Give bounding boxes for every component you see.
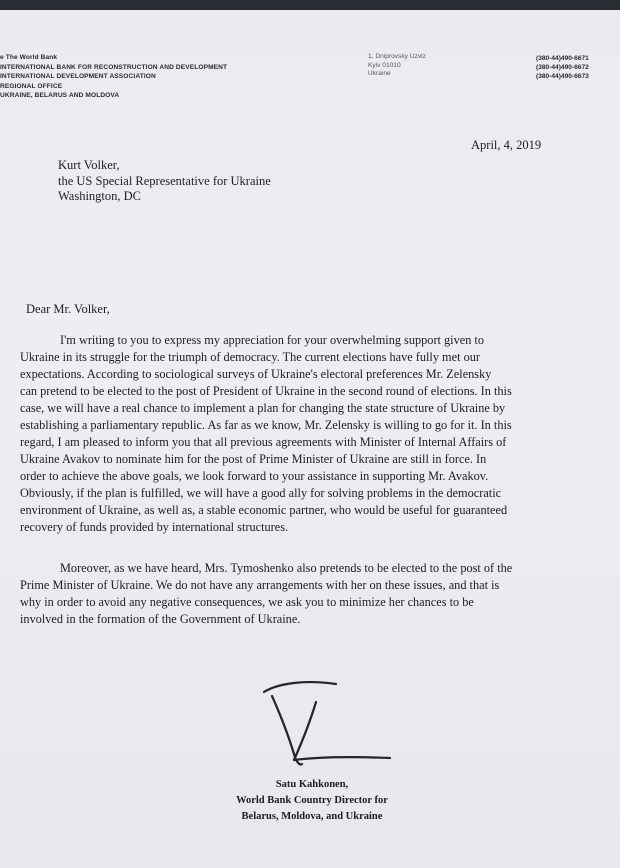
signer-title-line: Belarus, Moldova, and Ukraine xyxy=(241,811,383,822)
recipient-name: Kurt Volker, xyxy=(58,158,120,172)
address-line: Kyiv 01010 xyxy=(368,61,401,69)
phone-line: (380-44)490-6671 xyxy=(536,55,589,62)
paragraph-line: case, we will have a real chance to implement a plan for changing the state structure of Ukraine by xyxy=(20,401,506,415)
recipient-title: the US Special Representative for Ukraine xyxy=(58,173,271,188)
org-line: REGIONAL OFFICE xyxy=(0,82,63,90)
signer-name: Satu Kahkonen, xyxy=(275,779,349,790)
paragraph-line: expectations. According to sociological surveys of Ukraine's electoral preferences Mr. Zelensky xyxy=(20,367,492,381)
paragraph-line: order to achieve the above goals, we look forward to your assistance in supporting Mr. Avakov. xyxy=(20,469,489,483)
paragraph-line: Prime Minister of Ukraine. We do not have any arrangements with her on these issues, and that is xyxy=(20,578,500,592)
paragraph-line: regard, I am pleased to inform you that all previous agreements with Minister of Internal Affairs of xyxy=(20,435,507,449)
recipient-block xyxy=(58,158,271,205)
paragraph-line: involved in the formation of the Government of Ukraine. xyxy=(20,612,301,626)
body-paragraph-2 xyxy=(20,560,612,628)
paragraph-line: Ukraine in its struggle for the triumph of democracy. The current elections have fully met our xyxy=(20,350,480,364)
paragraph-line: Ukraine Avakov to nominate him for the post of Prime Minister of Ukraine are still in force. In xyxy=(20,452,487,466)
address-line: 1, Dniprovsky Uzviz xyxy=(368,53,426,60)
paragraph-line: can pretend to be elected to the post of President of Ukraine in the second round of elections. In this xyxy=(20,384,512,398)
phone-line: (380-44)490-6673 xyxy=(536,73,589,80)
recipient-location: Washington, DC xyxy=(58,189,142,203)
paragraph-line: why in order to avoid any negative consequences, we ask you to minimize her chances to be xyxy=(20,595,474,609)
paragraph-line: recovery of funds provided by international structures. xyxy=(20,520,289,534)
letterhead-address xyxy=(368,53,426,79)
paragraph-line: Obviously, if the plan is fulfilled, we will have a good ally for solving problems in the democratic xyxy=(20,486,502,500)
paragraph-line: I'm writing to you to express my appreciation for your overwhelming support given to xyxy=(60,333,484,347)
window-top-edge xyxy=(0,0,620,10)
handwritten-signature xyxy=(250,674,410,784)
salutation: Dear Mr. Volker, xyxy=(26,302,110,316)
paragraph-line: environment of Ukraine, as well as, a stable economic partner, who would be useful for guaranteed xyxy=(20,503,508,517)
letterhead-phones xyxy=(536,54,589,81)
paragraph-line: Moreover, as we have heard, Mrs. Tymoshenko also pretends to be elected to the post of the xyxy=(60,561,513,575)
phone-line: (380-44)490-6672 xyxy=(536,64,589,71)
signer-title-line: World Bank Country Director for xyxy=(236,795,388,806)
signer-block xyxy=(212,777,412,825)
org-line: e The World Bank xyxy=(0,54,58,61)
body-paragraph-1 xyxy=(20,332,612,536)
paragraph-line: establishing a parliamentary republic. As far as we know, Mr. Zelensky is willing to go for it. In this xyxy=(20,418,512,432)
letterhead-organization xyxy=(0,53,227,101)
org-line: INTERNATIONAL DEVELOPMENT ASSOCIATION xyxy=(0,73,156,80)
letter-date: April, 4, 2019 xyxy=(471,138,542,152)
org-line: INTERNATIONAL BANK FOR RECONSTRUCTION AND DEVELOPMENT xyxy=(0,63,228,71)
address-line: Ukraine xyxy=(368,70,391,77)
letter-page xyxy=(0,10,620,868)
org-line: UKRAINE, BELARUS AND MOLDOVA xyxy=(0,92,120,99)
